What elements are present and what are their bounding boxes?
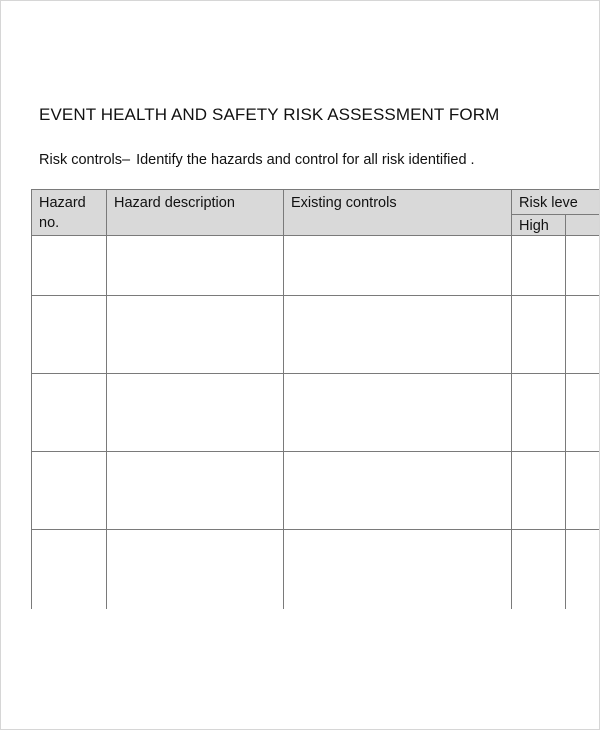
header-risk-level: Risk leve	[512, 190, 600, 215]
risk-controls-text: Identify the hazards and control for all risk identified .	[136, 152, 475, 168]
cell-hazard-no[interactable]	[32, 236, 107, 296]
cell-hazard-description[interactable]	[107, 530, 284, 610]
risk-assessment-table	[31, 189, 600, 609]
cell-hazard-description[interactable]	[107, 374, 284, 452]
cell-high[interactable]	[512, 452, 566, 530]
cell-hazard-description[interactable]	[107, 236, 284, 296]
table-row	[32, 296, 600, 374]
cell-hazard-description[interactable]	[107, 296, 284, 374]
cell-risk-next[interactable]	[566, 296, 600, 374]
cell-high[interactable]	[512, 236, 566, 296]
cell-risk-next[interactable]	[566, 452, 600, 530]
cell-existing-controls[interactable]	[284, 374, 512, 452]
header-existing-controls: Existing controls	[284, 190, 512, 236]
header-hazard-no-line1: Hazard	[39, 195, 86, 211]
cell-existing-controls[interactable]	[284, 530, 512, 610]
cell-hazard-no[interactable]	[32, 374, 107, 452]
cell-high[interactable]	[512, 296, 566, 374]
form-title: EVENT HEALTH AND SAFETY RISK ASSESSMENT FORM	[39, 105, 500, 124]
cell-high[interactable]	[512, 374, 566, 452]
header-hazard-no	[32, 190, 107, 236]
header-hazard-no-line2: no.	[39, 215, 60, 231]
cell-hazard-no[interactable]	[32, 296, 107, 374]
cell-hazard-no[interactable]	[32, 452, 107, 530]
cell-existing-controls[interactable]	[284, 452, 512, 530]
cell-existing-controls[interactable]	[284, 236, 512, 296]
risk-controls-instruction	[39, 152, 475, 168]
header-risk-next	[566, 215, 600, 236]
header-hazard-description: Hazard description	[107, 190, 284, 236]
cell-risk-next[interactable]	[566, 374, 600, 452]
table-row	[32, 452, 600, 530]
cell-risk-next[interactable]	[566, 530, 600, 610]
cell-hazard-no[interactable]	[32, 530, 107, 610]
header-high: High	[512, 215, 566, 236]
cell-risk-next[interactable]	[566, 236, 600, 296]
cell-high[interactable]	[512, 530, 566, 610]
risk-controls-label: Risk controls–	[39, 152, 131, 168]
cell-existing-controls[interactable]	[284, 296, 512, 374]
cell-hazard-description[interactable]	[107, 452, 284, 530]
table-row	[32, 236, 600, 296]
table-row	[32, 530, 600, 610]
table-row	[32, 374, 600, 452]
